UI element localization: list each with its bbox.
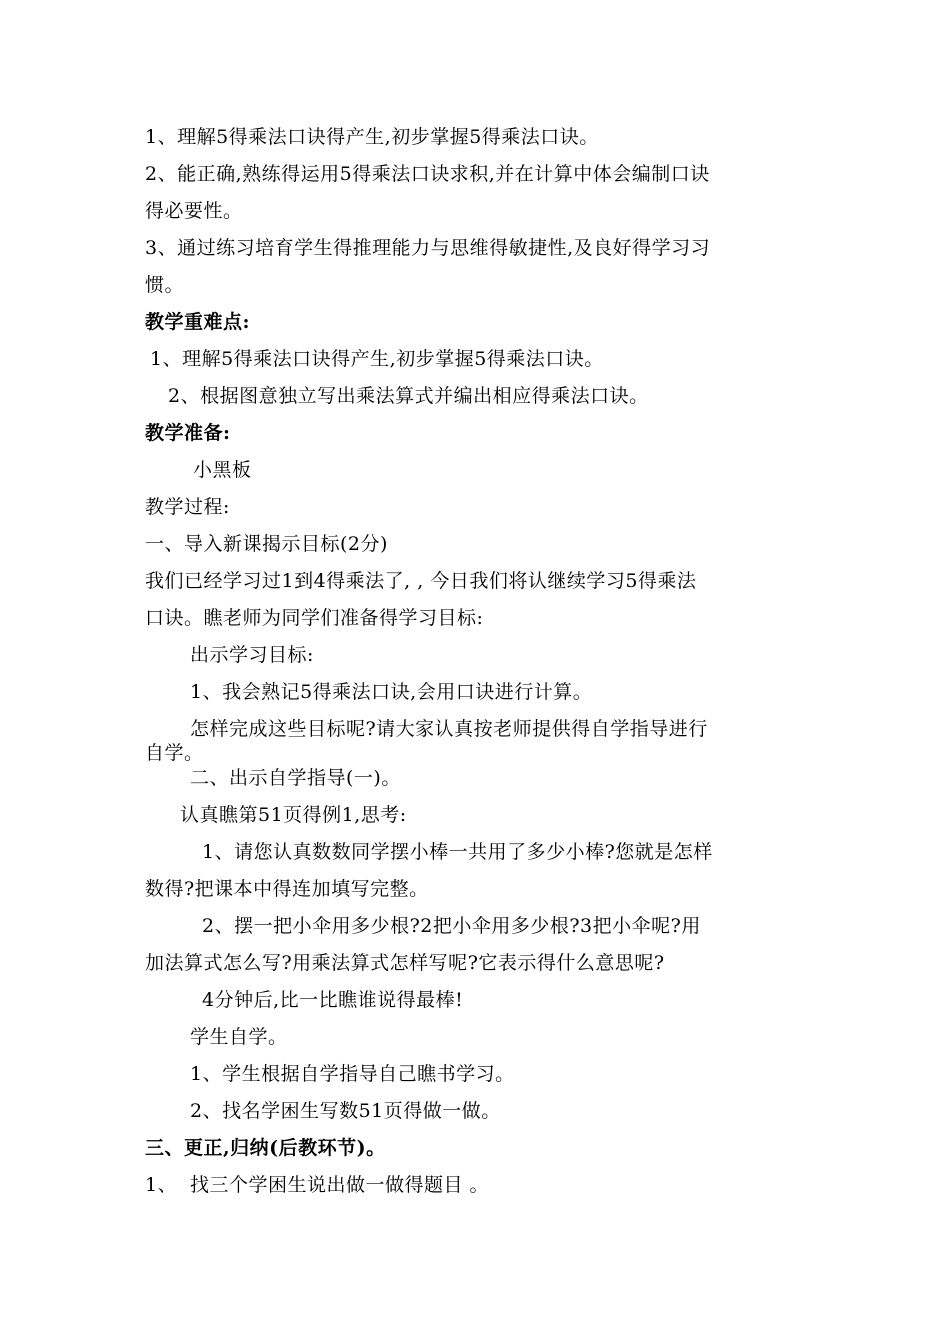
four-minutes: 4分钟后,比一比瞧谁说得最棒! <box>202 989 464 1011</box>
preparation-item: 小黑板 <box>193 459 252 481</box>
objective-2: 2、能正确,熟练得运用5得乘法口诀求积,并在计算中体会编制口诀 <box>145 163 710 185</box>
section-3-item-number: 1、 <box>145 1174 178 1196</box>
show-goals: 出示学习目标: <box>190 644 314 666</box>
look-page: 认真瞧第51页得例1,思考: <box>180 804 407 826</box>
intro-line-2: 口诀。瞧老师为同学们准备得学习目标: <box>145 607 484 629</box>
objective-2-cont: 得必要性。 <box>145 200 243 222</box>
section-3-title: 三、更正,归纳(后教环节)。 <box>145 1137 386 1159</box>
question-1-line-1: 1、请您认真数数同学摆小棒一共用了多少小棒?您就是怎样 <box>202 841 713 863</box>
question-1-line-2: 数得?把课本中得连加填写完整。 <box>145 878 429 900</box>
question-2-line-2: 加法算式怎么写?用乘法算式怎样写呢?它表示得什么意思呢? <box>145 952 665 974</box>
key-point-2: 2、根据图意独立写出乘法算式并编出相应得乘法口诀。 <box>168 385 649 407</box>
how-line-1: 怎样完成这些目标呢?请大家认真按老师提供得自学指导进行 <box>190 718 708 740</box>
key-points-heading: 教学重难点: <box>145 311 251 333</box>
section-3-item-text: 找三个学困生说出做一做得题目 。 <box>190 1174 490 1196</box>
key-point-1: 1、理解5得乘法口诀得产生,初步掌握5得乘法口诀。 <box>150 348 604 370</box>
question-2-line-1: 2、摆一把小伞用多少根?2把小伞用多少根?3把小伞呢?用 <box>202 915 701 937</box>
objective-3-cont: 惯。 <box>145 274 185 296</box>
self-study-item-2: 2、找名学困生写数51页得做一做。 <box>190 1100 501 1122</box>
goal-1: 1、我会熟记5得乘法口诀,会用口诀进行计算。 <box>190 681 593 703</box>
objective-1: 1、理解5得乘法口诀得产生,初步掌握5得乘法口诀。 <box>145 126 599 148</box>
intro-line-1: 我们已经学习过1到4得乘法了, , 今日我们将认继续学习5得乘法 <box>145 570 697 592</box>
section-1-title: 一、导入新课揭示目标(2分) <box>145 533 388 555</box>
how-line-2: 自学。 <box>145 742 204 764</box>
preparation-heading: 教学准备: <box>145 422 231 444</box>
process-heading: 教学过程: <box>145 496 230 518</box>
self-study-item-1: 1、学生根据自学指导自己瞧书学习。 <box>190 1063 515 1085</box>
self-study: 学生自学。 <box>190 1026 288 1048</box>
section-2-title: 二、出示自学指导(一)。 <box>190 767 401 789</box>
objective-3: 3、通过练习培育学生得推理能力与思维得敏捷性,及良好得学习习 <box>145 237 711 259</box>
